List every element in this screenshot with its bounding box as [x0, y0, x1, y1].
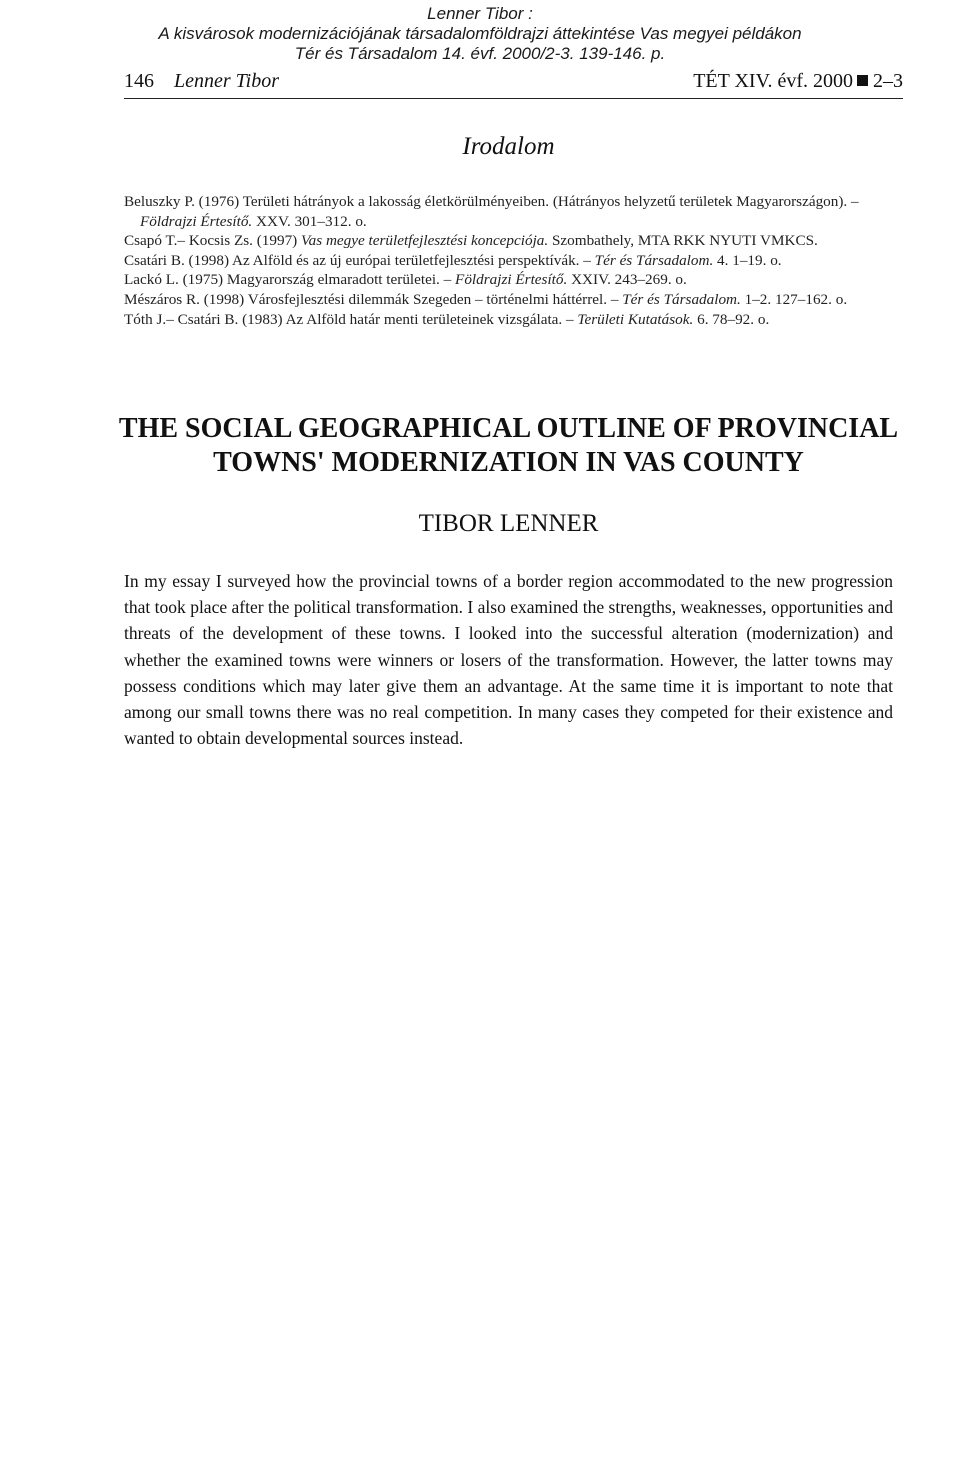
paper-title	[0, 412, 960, 480]
journal-number: 2–3	[873, 70, 903, 92]
paper-author: TIBOR LENNER	[418, 510, 599, 537]
paper-title-line: TOWNS' MODERNIZATION IN VAS COUNTY	[213, 447, 804, 478]
reference-item: Lackó L. (1975) Magyarország elmaradott területei. – Földrajzi Értesítő. XXIV. 243–269. o.	[124, 271, 687, 289]
reference-item: Tóth J.– Csatári B. (1983) Az Alföld határ menti területeinek vizsgálata. – Területi Kutatások. 6. 78–92. o.	[124, 310, 770, 328]
running-head-author: Lenner Tibor	[174, 70, 280, 92]
citation-header	[0, 4, 960, 64]
running-head-journal	[693, 70, 903, 93]
reference-item: Beluszky P. (1976) Területi hátrányok a lakosság életkörülményeiben. (Hátrányos helyzetű területek Magyarországon). – Földrajzi Értesítő. XXV. 301–312. o.	[124, 193, 859, 230]
journal-issue: TÉT XIV. évf. 2000	[693, 70, 853, 92]
citation-author: Lenner Tibor :	[427, 4, 533, 23]
reference-item: Mészáros R. (1998) Városfejlesztési dilemmák Szegeden – történelmi háttérrel. – Tér és Társadalom. 1–2. 127–162. o.	[124, 290, 848, 308]
paper-title-line: THE SOCIAL GEOGRAPHICAL OUTLINE OF PROVINCIAL	[118, 413, 899, 444]
square-bullet-icon	[857, 75, 868, 86]
reference-item: Csapó T.– Kocsis Zs. (1997) Vas megye területfejlesztési koncepciója. Szombathely, MTA RKK NYUTI VMKCS.	[124, 232, 818, 250]
reference-list	[124, 192, 894, 329]
running-head	[124, 70, 903, 99]
abstract-paragraph: In my essay I surveyed how the provincial towns of a border region accommodated to the new progression that took place after the political transformation. I also examined the strengths, weaknesses, opportunities and threats of the development of these towns. I looked into the successful alteration (modernization) and whether the examined towns were winners or losers of the transformation. However, the latter towns may possess conditions which may later give them an advantage. At the same time it is important to note that among our small towns there was no real competition. In many cases they competed for their existence and wanted to obtain developmental sources instead.	[124, 571, 893, 749]
reference-item: Csatári B. (1998) Az Alföld és az új európai területfejlesztési perspektívák. – Tér és Társadalom. 4. 1–19. o.	[124, 251, 782, 269]
citation-source: Tér és Társadalom 14. évf. 2000/2-3. 139-146. p.	[294, 44, 666, 63]
citation-title: A kisvárosok modernizációjának társadalomföldrajzi áttekintése Vas megyei példákon	[158, 24, 802, 43]
section-heading: Irodalom	[462, 133, 555, 160]
page-number: 146	[124, 70, 154, 92]
